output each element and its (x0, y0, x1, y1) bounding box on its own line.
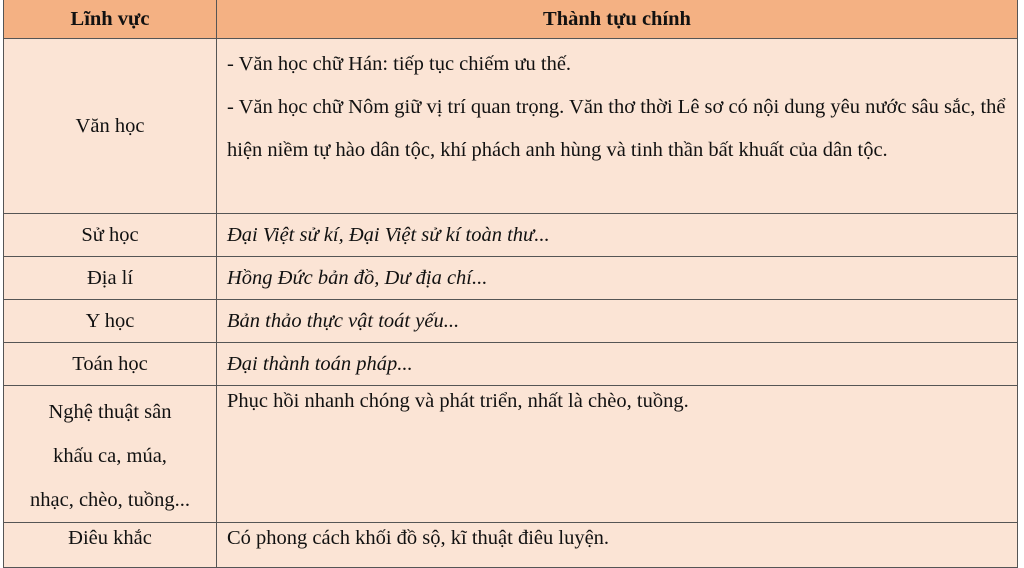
field-cell: Văn học (4, 39, 217, 214)
achievement-cell: Có phong cách khối đồ sộ, kĩ thuật điêu luyện. (217, 523, 1018, 568)
field-cell: Y học (4, 300, 217, 343)
achievements-table (3, 0, 1018, 568)
achievement-line: - Văn học chữ Hán: tiếp tục chiếm ưu thế. (227, 53, 572, 75)
header-achievements: Thành tựu chính (217, 0, 1018, 39)
table-row (4, 386, 1018, 523)
achievement-cell (217, 39, 1018, 214)
achievement-cell: Bản thảo thực vật toát yếu... (217, 300, 1018, 343)
achievement-cell: Phục hồi nhanh chóng và phát triển, nhất là chèo, tuồng. (217, 386, 1018, 523)
field-line: nhạc, chèo, tuồng... (30, 489, 190, 511)
achievement-line: - Văn học chữ Nôm giữ vị trí quan trọng. Văn thơ thời Lê sơ có nội dung yêu nước sâu sắc, thể hiện niềm tự hào dân tộc, khí phách anh hùng và tinh thần bất khuất của dân tộc. (227, 96, 1006, 161)
table-row (4, 39, 1018, 214)
table-row (4, 257, 1018, 300)
field-cell: Toán học (4, 343, 217, 386)
field-line: Nghệ thuật sân (48, 401, 172, 423)
table-row (4, 214, 1018, 257)
table-row (4, 523, 1018, 568)
field-cell: Sử học (4, 214, 217, 257)
table-header-row (4, 0, 1018, 39)
field-cell (4, 386, 217, 523)
header-field: Lĩnh vực (4, 0, 217, 39)
table-row (4, 300, 1018, 343)
achievement-cell: Đại Việt sử kí, Đại Việt sử kí toàn thư... (217, 214, 1018, 257)
table-row (4, 343, 1018, 386)
achievement-cell: Đại thành toán pháp... (217, 343, 1018, 386)
field-cell: Địa lí (4, 257, 217, 300)
achievement-cell: Hồng Đức bản đồ, Dư địa chí... (217, 257, 1018, 300)
field-line: khấu ca, múa, (53, 445, 167, 467)
field-cell: Điêu khắc (4, 523, 217, 568)
